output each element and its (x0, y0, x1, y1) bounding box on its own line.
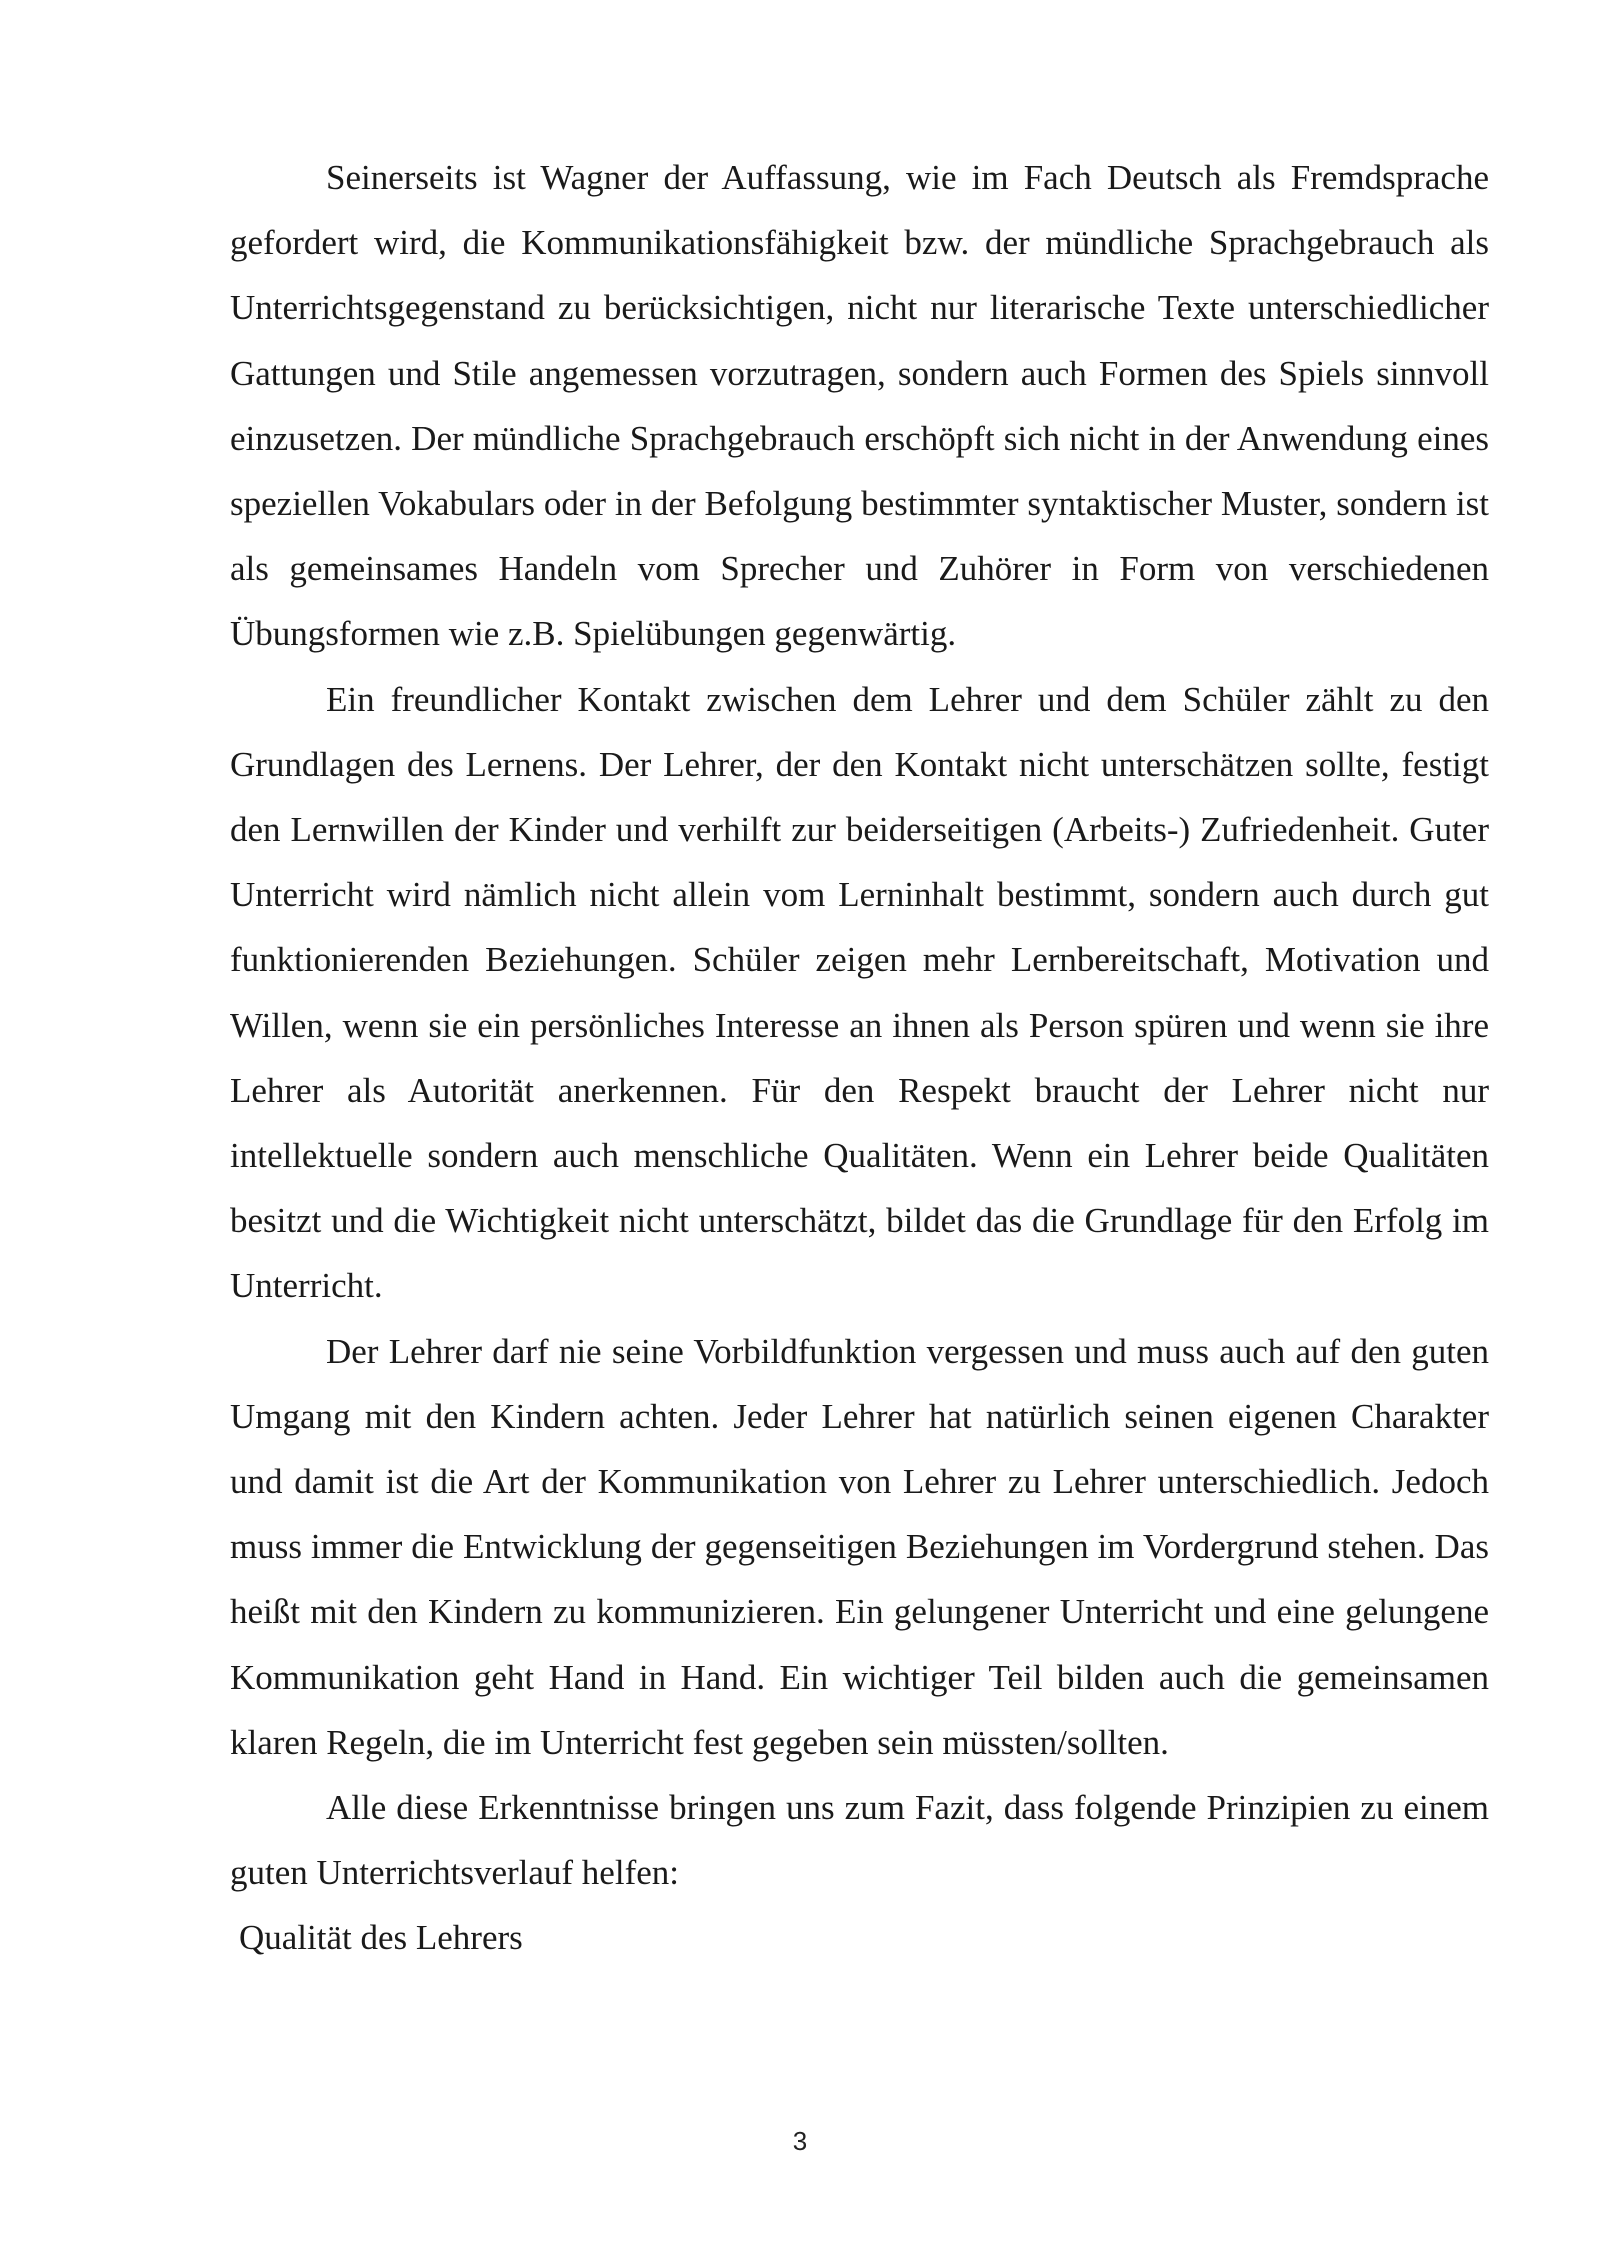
paragraph-wagner: Seinerseits ist Wagner der Auffassung, wie im Fach Deutsch als Fremdsprache gefordert wird, die Kommunikationsfähigkeit bzw. der mündliche Sprachgebrauch als Unterrichtsgegenstand zu berücksichtigen, nicht nur literarische Texte unterschiedlicher Gattungen und Stile angemessen vorzutragen, sondern auch Formen des Spiels sinnvoll einzusetzen. Der mündliche Sprachgebrauch erschöpft sich nicht in der Anwendung eines speziellen Vokabulars oder in der Befolgung bestimmter syntaktischer Muster, sondern ist als gemeinsames Handeln vom Sprecher und Zuhörer in Form von verschiedenen Übungsformen wie z.B. Spielübungen gegenwärtig. (230, 158, 1489, 654)
paragraph-kontakt: Ein freundlicher Kontakt zwischen dem Lehrer und dem Schüler zählt zu den Grundlagen des Lernens. Der Lehrer, der den Kontakt nicht unterschätzen sollte, festigt den Lernwillen der Kinder und verhilft zur beiderseitigen (Arbeits-) Zufriedenheit. Guter Unterricht wird nämlich nicht allein vom Lerninhalt bestimmt, sondern auch durch gut funktionierenden Beziehungen. Schüler zeigen mehr Lernbereitschaft, Motivation und Willen, wenn sie ein persönliches Interesse an ihnen als Person spüren und wenn sie ihre Lehrer als Autorität anerkennen. Für den Respekt braucht der Lehrer nicht nur intellektuelle sondern auch menschliche Qualitäten. Wenn ein Lehrer beide Qualitäten besitzt und die Wichtigkeit nicht unterschätzt, bildet das die Grundlage für den Erfolg im Unterricht. (230, 679, 1489, 1306)
principle-item: Qualität des Lehrers (239, 1918, 523, 1958)
page-number: 3 (792, 2126, 808, 2156)
paragraph-vorbild: Der Lehrer darf nie seine Vorbildfunktion vergessen und muss auch auf den guten Umgang mit den Kindern achten. Jeder Lehrer hat natürlich seinen eigenen Charakter und damit ist die Art der Kommunikation von Lehrer zu Lehrer unterschiedlich. Jedoch muss immer die Entwicklung der gegenseitigen Beziehungen im Vordergrund stehen. Das heißt mit den Kindern zu kommunizieren. Ein gelungener Unterricht und eine gelungene Kommunikation geht Hand in Hand. Ein wichtiger Teil bilden auch die gemeinsamen klaren Regeln, die im Unterricht fest gegeben sein müssten/sollten. (230, 1331, 1489, 1762)
paragraph-fazit: Alle diese Erkenntnisse bringen uns zum Fazit, dass folgende Prinzipien zu einem guten Unterrichtsverlauf helfen: (230, 1788, 1489, 1893)
body-text (230, 145, 1489, 1971)
